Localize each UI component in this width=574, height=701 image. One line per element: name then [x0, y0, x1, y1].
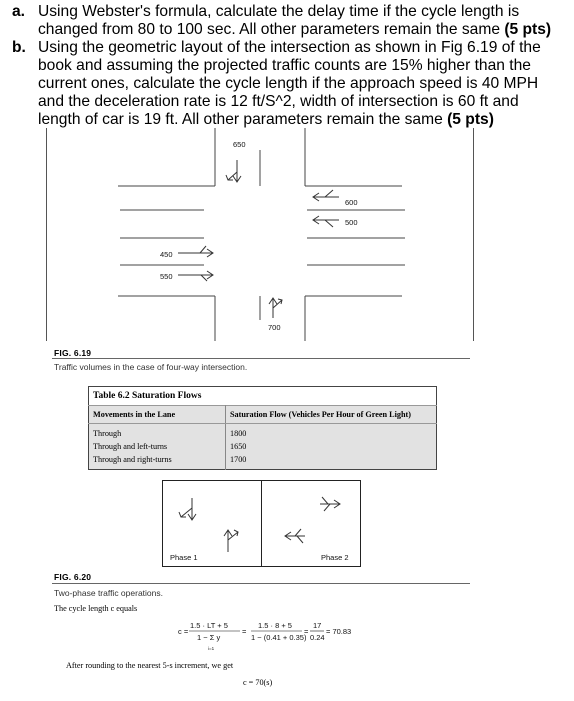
question-b-line-1: Using the geometric layout of the intersection as shown in Fig 6.19 of the — [38, 39, 541, 56]
table-cell: Through and right-turns — [89, 453, 226, 470]
volume-north: 650 — [233, 140, 246, 149]
question-b — [12, 39, 568, 129]
eq-sum-index: i=1 — [208, 646, 215, 651]
eq-numerator-2: 1.5 · 8 + 5 — [258, 621, 292, 630]
eq-denominator-1: 1 − Σ y — [197, 633, 221, 642]
question-b-label: b. — [12, 39, 26, 56]
question-a-label: a. — [12, 3, 26, 20]
fig-6-20-rule — [52, 583, 470, 584]
cycle-length-intro: The cycle length c equals — [54, 604, 138, 613]
table-header-movements: Movements in the Lane — [89, 406, 226, 424]
question-a-text — [38, 3, 568, 39]
question-a — [12, 3, 568, 39]
question-b-text — [38, 39, 568, 129]
question-a-line-1: Using Webster's formula, calculate the delay time if the cycle length is — [38, 3, 520, 20]
table-cell: 1650 — [226, 440, 437, 453]
phase-1-label: Phase 1 — [170, 553, 198, 562]
volume-east-top: 600 — [345, 198, 358, 207]
volume-west-top: 450 — [160, 250, 173, 259]
question-a-points: (5 pts) — [504, 21, 552, 38]
rounding-note: After rounding to the nearest 5-s increment, we get — [66, 661, 234, 670]
phase-1-box — [162, 480, 262, 567]
eq-denominator-2: 1 − (0.41 + 0.35) — [251, 633, 307, 642]
question-b-line-2: book and assuming the projected traffic counts are 15% higher than the — [38, 57, 531, 74]
eq-numerator-3: 17 — [313, 621, 322, 630]
fig-6-20-label: FIG. 6.20 — [54, 572, 92, 582]
eq-denominator-3: 0.24 — [310, 633, 325, 642]
fig-6-19-label: FIG. 6.19 — [54, 348, 92, 358]
phase-2-box — [261, 480, 361, 567]
eq-result: = 70.83 — [326, 627, 352, 636]
question-a-line-2: changed from 80 to 100 sec. All other parameters remain the same (5 pts) — [38, 21, 552, 38]
eq-numerator-1: 1.5 · LT + 5 — [190, 621, 228, 630]
table-title: Table 6.2 Saturation Flows — [93, 391, 202, 401]
volume-east-bottom: 500 — [345, 218, 358, 227]
table-header-flow: Saturation Flow (Vehicles Per Hour of Green Light) — [226, 406, 437, 424]
svg-text:=: = — [242, 627, 247, 636]
phase-2-label: Phase 2 — [321, 553, 349, 562]
intersection-figure-frame — [46, 128, 474, 341]
question-b-line-4: and the deceleration rate is 12 ft/S^2, width of intersection is 60 ft and — [38, 93, 519, 110]
table-cell: 1700 — [226, 453, 437, 470]
cycle-result: c = 70(s) — [243, 678, 273, 687]
fig-6-19-caption: Traffic volumes in the case of four-way intersection. — [54, 362, 248, 372]
table-cell: Through — [89, 424, 226, 441]
question-b-line-5: length of car is 19 ft. All other parameters remain the same (5 pts) — [38, 111, 494, 128]
eq-c: c = — [178, 627, 189, 636]
volume-west-bottom: 550 — [160, 272, 173, 281]
table-cell: Through and left-turns — [89, 440, 226, 453]
table-cell: 1800 — [226, 424, 437, 441]
question-b-line-3: current ones, calculate the cycle length if the approach speed is 40 MPH — [38, 75, 539, 92]
saturation-flows-table — [88, 386, 437, 470]
volume-south: 700 — [268, 323, 281, 332]
question-b-points: (5 pts) — [447, 111, 494, 128]
fig-6-19-rule — [52, 358, 470, 359]
fig-6-20-caption: Two-phase traffic operations. — [54, 588, 163, 598]
svg-text:=: = — [304, 627, 309, 636]
